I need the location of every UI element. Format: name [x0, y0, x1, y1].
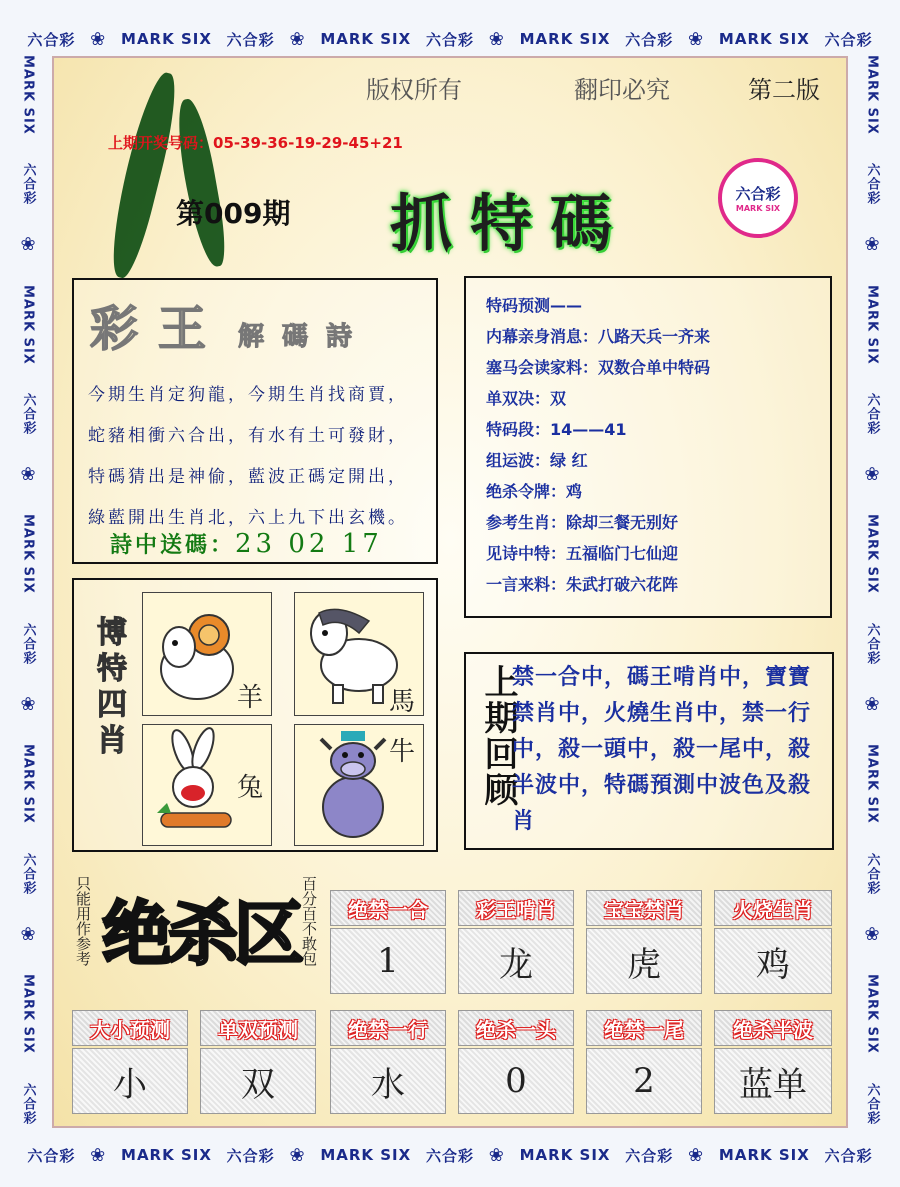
- review-title: 上期回顾: [478, 664, 518, 808]
- no-copy-text: 翻印必究: [574, 76, 670, 104]
- flower-icon: ❀: [864, 234, 880, 256]
- kill-table-head: [586, 1010, 702, 1046]
- frame-brand: 六合彩: [27, 30, 76, 49]
- flower-icon: ❀: [864, 694, 880, 716]
- issue-number: 第009期: [176, 197, 291, 230]
- prediction-line: 塞马会读家料：双数合单中特码: [486, 358, 711, 377]
- frame-brand: 六合彩: [20, 853, 36, 896]
- frame-brand-en: MARK SIX: [864, 54, 880, 135]
- frame-brand: 六合彩: [425, 30, 474, 49]
- frame-left-banner: [8, 40, 48, 1140]
- frame-brand: 六合彩: [864, 853, 880, 896]
- prediction-line: 一言来料：朱武打破六花阵: [486, 575, 679, 594]
- flower-icon: ❀: [488, 1144, 505, 1166]
- frame-brand: 六合彩: [864, 623, 880, 666]
- kill-table-value: 水: [330, 1048, 446, 1114]
- copyright-text: 版权所有: [366, 76, 462, 104]
- frame-brand-en: MARK SIX: [20, 284, 36, 365]
- kill-table-head: [714, 890, 832, 926]
- poem-code-label: 詩中送碼：: [110, 533, 236, 558]
- frame-brand: 六合彩: [824, 30, 873, 49]
- last-draw-numbers: 05-39-36-19-29-45+21: [213, 134, 403, 152]
- prediction-line: 特码段：14——41: [486, 420, 627, 439]
- kill-head-label: 彩王啃肖: [476, 897, 556, 922]
- no-guarantee-note: 百分百不敢包: [300, 876, 318, 966]
- flower-icon: ❀: [864, 924, 880, 946]
- frame-brand-en: MARK SIX: [20, 744, 36, 825]
- frame-brand: 六合彩: [27, 1146, 76, 1165]
- flower-icon: ❀: [289, 28, 306, 50]
- last-draw-label: 上期开奖号码：: [108, 134, 214, 152]
- poem-code-values: 23 02 17: [235, 528, 383, 559]
- kill-table-head: [458, 890, 574, 926]
- edition-text: 第二版: [748, 76, 820, 104]
- flower-icon: ❀: [20, 234, 36, 256]
- frame-brand-en: MARK SIX: [20, 54, 36, 135]
- kill-table-head: [72, 1010, 188, 1046]
- frame-brand-en: MARK SIX: [20, 514, 36, 595]
- kill-head-label: 绝禁一尾: [604, 1017, 684, 1042]
- frame-brand: 六合彩: [625, 1146, 674, 1165]
- frame-bottom-banner: [0, 1130, 900, 1180]
- logo-en: MARK SIX: [735, 204, 781, 213]
- prediction-line: 内幕亲身消息：八路天兵一齐来: [486, 327, 711, 346]
- prediction-line: 特码预测——: [486, 296, 583, 315]
- frame-brand: 六合彩: [20, 1083, 36, 1126]
- frame-brand: 六合彩: [864, 393, 880, 436]
- zodiac-horse-card: [294, 592, 424, 716]
- kill-table-value: 虎: [586, 928, 702, 994]
- flower-icon: ❀: [20, 924, 36, 946]
- kill-table-value: 小: [72, 1048, 188, 1114]
- poem-line: 蛇豬相衝六合出，有水有土可發財，: [88, 426, 408, 446]
- frame-brand: 六合彩: [226, 1146, 275, 1165]
- frame-brand-en: MARK SIX: [864, 974, 880, 1055]
- frame-brand-en: MARK SIX: [864, 284, 880, 365]
- kill-head-label: 绝禁一行: [348, 1017, 428, 1042]
- poem-title-small: 解碼詩: [238, 322, 371, 352]
- frame-right-banner: [852, 40, 892, 1140]
- kill-head-label: 火烧生肖: [733, 897, 813, 922]
- kill-table-head: [714, 1010, 832, 1046]
- frame-brand-en: MARK SIX: [864, 514, 880, 595]
- poem-title: [90, 290, 370, 359]
- flower-icon: ❀: [20, 464, 36, 486]
- kill-table-head: [330, 1010, 446, 1046]
- kill-head-label: 宝宝禁肖: [604, 897, 684, 922]
- rabbit-icon: [147, 727, 247, 843]
- mark-six-logo: [718, 158, 798, 238]
- main-sheet: [52, 56, 848, 1128]
- last-draw: [108, 132, 403, 153]
- kill-head-label: 绝杀半波: [733, 1017, 813, 1042]
- brush-stroke-decoration: [101, 69, 185, 281]
- poem-box: [72, 278, 438, 564]
- kill-table-value: 2: [586, 1048, 702, 1114]
- zodiac-label: 牛: [389, 737, 416, 767]
- frame-brand-en: MARK SIX: [320, 30, 412, 48]
- prediction-box: [464, 276, 832, 618]
- kill-table-value: 蓝单: [714, 1048, 832, 1114]
- zodiac-label: 羊: [237, 683, 264, 713]
- frame-brand: 六合彩: [425, 1146, 474, 1165]
- poem-code: [110, 528, 383, 559]
- kill-table-value: 鸡: [714, 928, 832, 994]
- four-zodiac-box: [72, 578, 438, 852]
- kill-zone-title: 绝杀区: [102, 893, 300, 975]
- flower-icon: ❀: [688, 1144, 705, 1166]
- poem-line: 特碼猜出是神偷，藍波正碼定開出，: [88, 467, 408, 487]
- kill-head-label: 单双预测: [218, 1017, 298, 1042]
- frame-brand-en: MARK SIX: [864, 744, 880, 825]
- frame-brand: 六合彩: [864, 163, 880, 206]
- kill-table-value: 龙: [458, 928, 574, 994]
- frame-brand: 六合彩: [824, 1146, 873, 1165]
- poem-line: 綠藍開出生肖北，六上九下出玄機。: [88, 508, 408, 528]
- flower-icon: ❀: [488, 28, 505, 50]
- zodiac-rabbit-card: [142, 724, 272, 846]
- zodiac-sheep-card: [142, 592, 272, 716]
- kill-head-label: 绝禁一合: [348, 897, 428, 922]
- kill-table-head: [458, 1010, 574, 1046]
- frame-brand-en: MARK SIX: [718, 30, 810, 48]
- prediction-line: 绝杀令牌：鸡: [486, 482, 583, 501]
- kill-table-head: [586, 890, 702, 926]
- prediction-line: 单双决：双: [486, 389, 567, 408]
- frame-brand-en: MARK SIX: [121, 30, 212, 48]
- frame-brand-en: MARK SIX: [718, 1146, 810, 1164]
- brush-stroke-decoration: [171, 97, 230, 270]
- frame-brand: 六合彩: [20, 393, 36, 436]
- kill-head-label: 绝杀一头: [476, 1017, 556, 1042]
- kill-head-label: 大小预测: [90, 1017, 170, 1042]
- frame-brand: 六合彩: [625, 30, 674, 49]
- poem-line: 今期生肖定狗龍，今期生肖找商賈，: [88, 385, 408, 405]
- review-text: 禁一合中，碼王啃肖中，寶寶禁肖中，火燒生肖中，禁一行中，殺一頭中，殺一尾中，殺半波中，特碼預測中波色及殺肖: [512, 665, 812, 834]
- zodiac-ox-card: [294, 724, 424, 846]
- reference-only-note: 只能用作参考: [74, 876, 92, 966]
- frame-brand: 六合彩: [20, 623, 36, 666]
- flower-icon: ❀: [90, 1144, 107, 1166]
- frame-brand-en: MARK SIX: [121, 1146, 212, 1164]
- logo-cn: 六合彩: [735, 185, 781, 203]
- flower-icon: ❀: [864, 464, 880, 486]
- kill-table-value: 双: [200, 1048, 316, 1114]
- flower-icon: ❀: [20, 694, 36, 716]
- frame-brand: 六合彩: [864, 1083, 880, 1126]
- frame-brand-en: MARK SIX: [519, 30, 611, 48]
- frame-brand-en: MARK SIX: [519, 1146, 611, 1164]
- flower-icon: ❀: [688, 28, 705, 50]
- kill-table-head: [330, 890, 446, 926]
- zodiac-label: 兔: [237, 773, 264, 803]
- prediction-line: 参考生肖：除却三餐无别好: [486, 513, 679, 532]
- four-zodiac-title: 博特四肖: [91, 616, 126, 760]
- flower-icon: ❀: [289, 1144, 306, 1166]
- zodiac-label: 馬: [389, 687, 416, 717]
- frame-brand: 六合彩: [20, 163, 36, 206]
- kill-table-value: 0: [458, 1048, 574, 1114]
- frame-brand: 六合彩: [226, 30, 275, 49]
- prediction-line: 组运波：绿 红: [486, 451, 588, 470]
- main-title: 抓特碼: [390, 187, 631, 260]
- flower-icon: ❀: [90, 28, 107, 50]
- sheep-icon: [147, 599, 247, 709]
- review-box: [464, 652, 834, 850]
- kill-table-value: 1: [330, 928, 446, 994]
- frame-brand-en: MARK SIX: [20, 974, 36, 1055]
- kill-table-head: [200, 1010, 316, 1046]
- frame-brand-en: MARK SIX: [320, 1146, 412, 1164]
- poem-title-big: 彩王: [90, 301, 227, 357]
- prediction-line: 见诗中特：五福临门七仙迎: [486, 544, 679, 563]
